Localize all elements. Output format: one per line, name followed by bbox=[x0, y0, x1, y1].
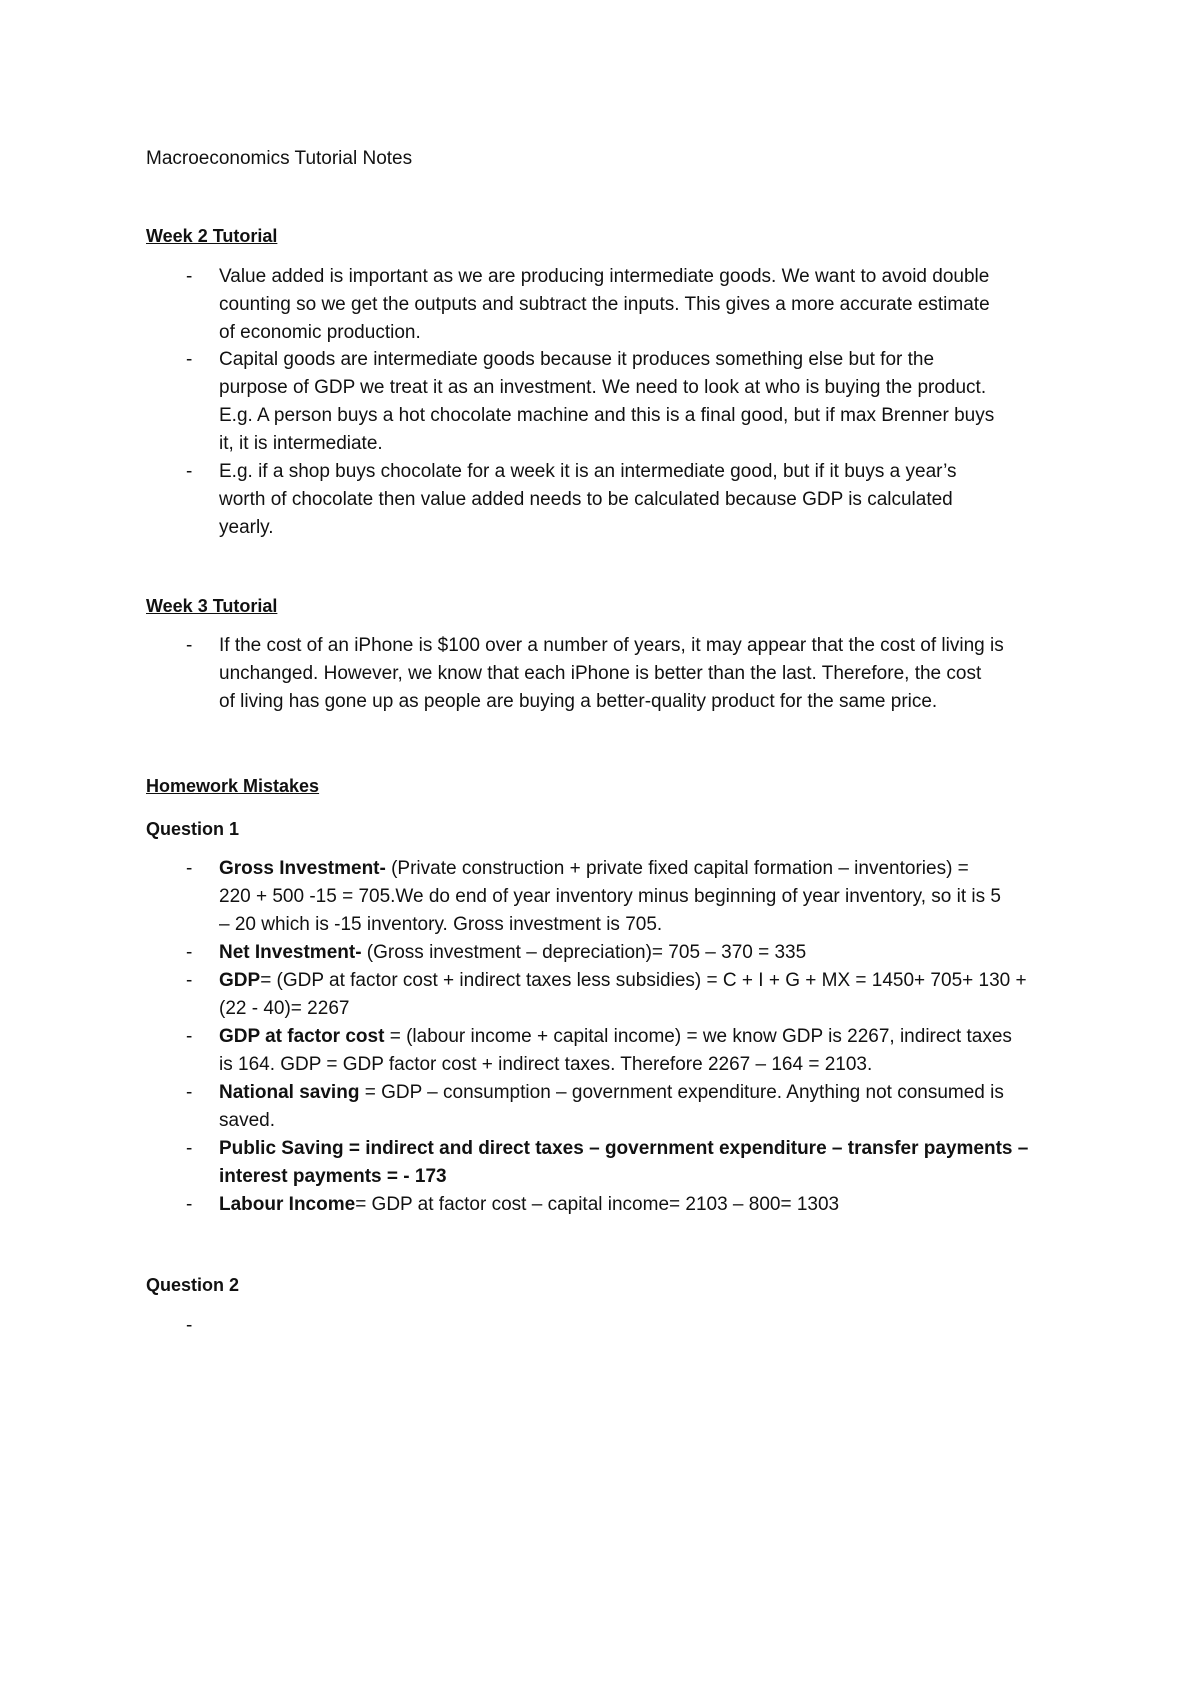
week2-heading: Week 2 Tutorial bbox=[146, 226, 278, 246]
term-labour-income: Labour Income bbox=[219, 1194, 356, 1215]
question1-heading: Question 1 bbox=[146, 819, 240, 839]
bullet-text-continuation: = (labour income + capital income) = we know GDP is 2267, indirect taxes bbox=[384, 1026, 1012, 1047]
bullet-dash: - bbox=[186, 942, 193, 963]
week3-heading: Week 3 Tutorial bbox=[146, 596, 278, 616]
bullet-text-line bbox=[219, 967, 1027, 995]
bullet-text-continuation: = (GDP at factor cost + indirect taxes less subsidies) = C + I + G + MX = 1450+ 705+ 130 + bbox=[260, 970, 1027, 991]
question2-heading: Question 2 bbox=[146, 1275, 240, 1295]
bullet-text-line: interest payments = - 173 bbox=[219, 1166, 447, 1187]
bullet-text-line: purpose of GDP we treat it as an investment. We need to look at who is buying the product. bbox=[219, 377, 987, 398]
bullet-text-line: of economic production. bbox=[219, 322, 421, 343]
bullet-text-line: Value added is important as we are producing intermediate goods. We want to avoid double bbox=[219, 266, 990, 287]
bullet-text-line: unchanged. However, we know that each iPhone is better than the last. Therefore, the cost bbox=[219, 663, 982, 684]
bullet-dash: - bbox=[186, 970, 193, 991]
bullet-text-line: 220 + 500 -15 = 705.We do end of year inventory minus beginning of year inventory, so it is 5 bbox=[219, 886, 1001, 907]
bullet-text-line: it, it is intermediate. bbox=[219, 433, 383, 454]
document-title: Macroeconomics Tutorial Notes bbox=[146, 148, 413, 169]
bullet-dash: - bbox=[186, 1082, 193, 1103]
term-gdp-factor-cost: GDP at factor cost bbox=[219, 1026, 385, 1047]
bullet-text-line: (22 - 40)= 2267 bbox=[219, 998, 350, 1019]
term-gdp: GDP bbox=[219, 970, 261, 991]
bullet-text-line: – 20 which is -15 inventory. Gross investment is 705. bbox=[219, 914, 663, 935]
homework-heading: Homework Mistakes bbox=[146, 776, 320, 796]
bullet-text-line bbox=[219, 855, 969, 883]
term-gross-investment: Gross Investment- bbox=[219, 858, 386, 879]
bullet-text-line: counting so we get the outputs and subtract the inputs. This gives a more accurate estimate bbox=[219, 294, 990, 315]
bullet-text-line bbox=[219, 939, 806, 967]
bullet-dash: - bbox=[186, 266, 193, 287]
bullet-text-line: worth of chocolate then value added needs to be calculated because GDP is calculated bbox=[219, 489, 953, 510]
term-net-investment: Net Investment- bbox=[219, 942, 362, 963]
bullet-text-line: If the cost of an iPhone is $100 over a number of years, it may appear that the cost of living is bbox=[219, 635, 1004, 656]
bullet-text-line: of living has gone up as people are buying a better-quality product for the same price. bbox=[219, 691, 938, 712]
bullet-text-line: yearly. bbox=[219, 517, 274, 538]
bullet-dash: - bbox=[186, 1026, 193, 1047]
bullet-text-continuation: (Gross investment – depreciation)= 705 – 370 = 335 bbox=[361, 942, 807, 963]
bullet-text-line bbox=[219, 1191, 839, 1219]
bullet-text-line: E.g. if a shop buys chocolate for a week it is an intermediate good, but if it buys a year’s bbox=[219, 461, 957, 482]
bullet-text-line: E.g. A person buys a hot chocolate machine and this is a final good, but if max Brenner buys bbox=[219, 405, 995, 426]
bullet-text-line: Capital goods are intermediate goods because it produces something else but for the bbox=[219, 349, 935, 370]
bullet-text-line: saved. bbox=[219, 1110, 275, 1131]
term-national-saving: National saving bbox=[219, 1082, 360, 1103]
bullet-dash: - bbox=[186, 461, 193, 482]
bullet-text-line bbox=[219, 1023, 1012, 1051]
bullet-dash: - bbox=[186, 1194, 193, 1215]
bullet-dash: - bbox=[186, 1138, 193, 1159]
bullet-dash: - bbox=[186, 635, 193, 656]
bullet-text-continuation: = GDP at factor cost – capital income= 2103 – 800= 1303 bbox=[355, 1194, 840, 1215]
bullet-text-continuation: = GDP – consumption – government expenditure. Anything not consumed is bbox=[359, 1082, 1004, 1103]
bullet-text-continuation: (Private construction + private fixed capital formation – inventories) = bbox=[385, 858, 969, 879]
bullet-dash: - bbox=[186, 349, 193, 370]
bullet-text-line: is 164. GDP = GDP factor cost + indirect taxes. Therefore 2267 – 164 = 2103. bbox=[219, 1054, 873, 1075]
bullet-dash: - bbox=[186, 858, 193, 879]
bullet-text-line bbox=[219, 1079, 1004, 1107]
bullet-dash: - bbox=[186, 1315, 193, 1336]
term-public-saving: Public Saving = indirect and direct taxes – government expenditure – transfer payments – bbox=[219, 1138, 1029, 1159]
